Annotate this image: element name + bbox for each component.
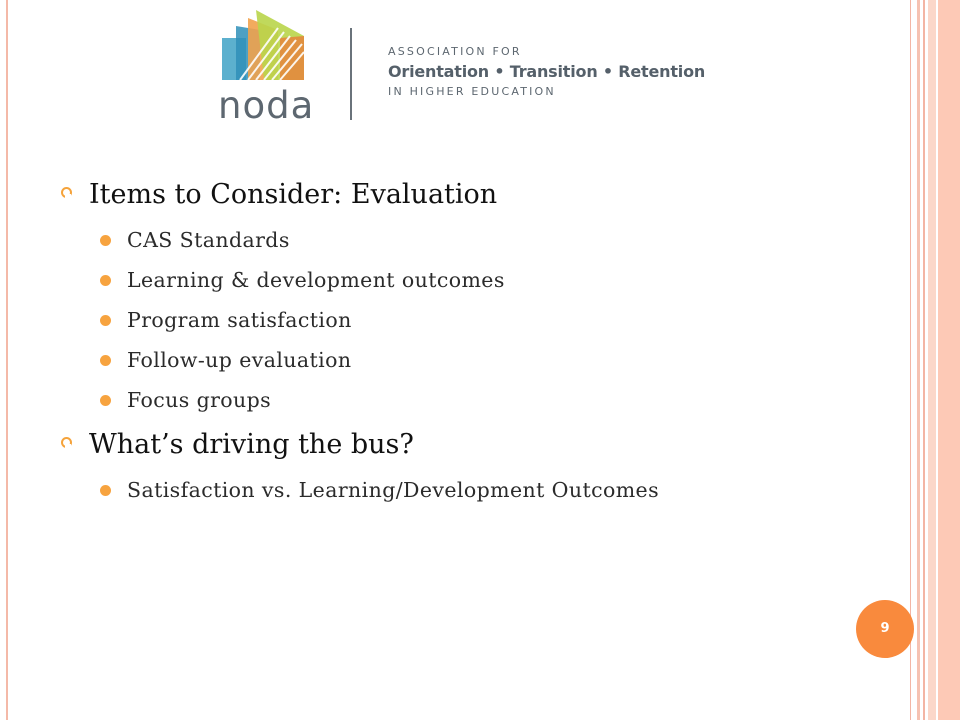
ring-bullet-icon bbox=[61, 437, 72, 448]
noda-logo-mark-icon bbox=[220, 8, 320, 88]
sub-bullet-item bbox=[60, 380, 880, 420]
sub-bullet-item bbox=[60, 340, 880, 380]
sub-bullet-item bbox=[60, 260, 880, 300]
ring-bullet-icon bbox=[61, 187, 72, 198]
sub-bullet-text: Follow-up evaluation bbox=[127, 348, 352, 372]
sub-bullet-text: Focus groups bbox=[127, 388, 272, 412]
dot-bullet-icon bbox=[100, 275, 111, 286]
noda-logo bbox=[212, 6, 712, 126]
sub-bullet-item bbox=[60, 220, 880, 260]
sub-bullet-text: Program satisfaction bbox=[127, 308, 352, 332]
sub-bullet-text: Satisfaction vs. Learning/Development Outcomes bbox=[127, 478, 660, 502]
dot-bullet-icon bbox=[100, 235, 111, 246]
bullet-item-evaluation bbox=[60, 170, 880, 220]
bullet-text: What’s driving the bus? bbox=[89, 429, 414, 460]
logo-divider bbox=[350, 28, 352, 120]
dot-bullet-icon bbox=[100, 485, 111, 496]
logo-line-tagline: Orientation • Transition • Retention bbox=[388, 62, 706, 81]
logo-text-block bbox=[388, 44, 705, 100]
dot-bullet-icon bbox=[100, 395, 111, 406]
slide-content bbox=[60, 170, 880, 510]
bullet-text: Items to Consider: Evaluation bbox=[89, 179, 498, 210]
sub-bullet-item bbox=[60, 470, 880, 510]
left-border-line bbox=[6, 0, 8, 720]
sub-bullet-item bbox=[60, 300, 880, 340]
sub-bullet-text: CAS Standards bbox=[127, 228, 290, 252]
dot-bullet-icon bbox=[100, 355, 111, 366]
page-number-badge: 9 bbox=[856, 600, 914, 658]
bullet-item-driving-bus bbox=[60, 420, 880, 470]
logo-line-higher-ed: IN HIGHER EDUCATION bbox=[388, 85, 556, 98]
logo-line-association: ASSOCIATION FOR bbox=[388, 45, 522, 58]
right-border-stripes bbox=[910, 0, 960, 720]
sub-bullet-text: Learning & development outcomes bbox=[127, 268, 505, 292]
logo-wordmark: noda bbox=[218, 84, 315, 127]
dot-bullet-icon bbox=[100, 315, 111, 326]
